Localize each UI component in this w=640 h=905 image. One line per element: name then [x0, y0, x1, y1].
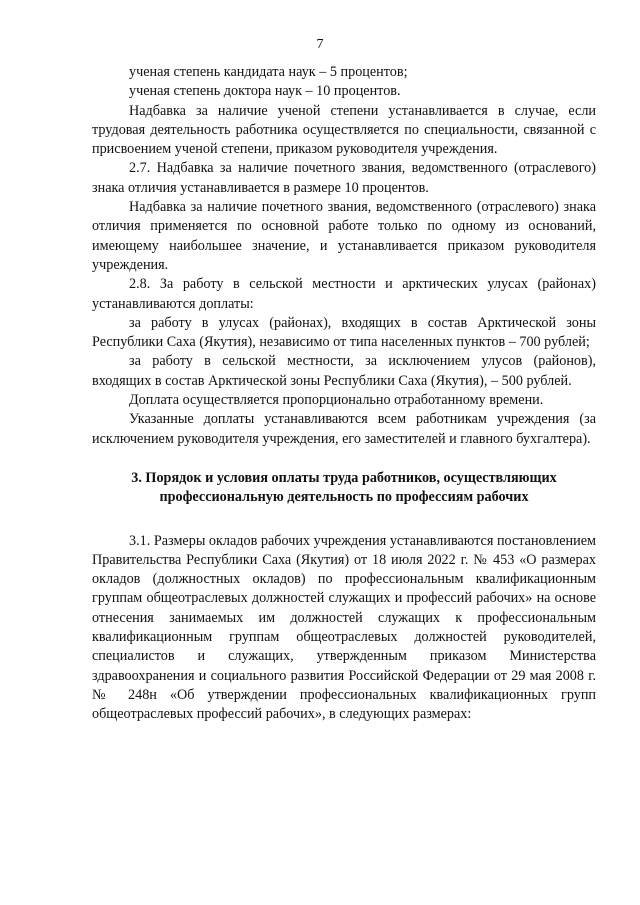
paragraph-2-8: 2.8. За работу в сельской местности и арктических улусах (районах) устанавливаются доплаты: — [92, 276, 596, 312]
paragraph-honorary-title-rule: Надбавка за наличие почетного звания, ведомственного (отраслевого) знака отличия применяется по основной работе только по одному из оснований, имеющему наибольшее значение, и устанавливается приказом руководителя учреждения. — [92, 199, 596, 273]
paragraph-proportional-payment: Доплата осуществляется пропорционально отработанному времени. — [129, 392, 544, 409]
paragraph-degree-bonus-condition: Надбавка за наличие ученой степени устанавливается в случае, если трудовая деятельность работника осуществляется по специальности, связанной с присвоением ученой степени, приказом руководителя учреждения. — [92, 102, 596, 158]
section-3-heading-line2: профессиональную деятельность по профессиям рабочих — [159, 489, 529, 506]
paragraph-allowance-recipients: Указанные доплаты устанавливаются всем работникам учреждения (за исключением руководителя учреждения, его заместителей и главного бухгалтера). — [92, 411, 596, 447]
paragraph-2-7: 2.7. Надбавка за наличие почетного звания, ведомственного (отраслевого) знака отличия устанавливается в размере 10 процентов. — [92, 160, 596, 196]
paragraph-rural-allowance: за работу в сельской местности, за исключением улусов (районов), входящих в состав Арктической зоны Республики Саха (Якутия), – 500 рублей. — [92, 353, 596, 389]
paragraph-doctor-degree: ученая степень доктора наук – 10 процентов. — [129, 83, 401, 100]
paragraph-3-1: 3.1. Размеры окладов рабочих учреждения устанавливаются постановлением Правительства Республики Саха (Якутия) от 18 июля 2022 г. № 453 «О размерах окладов (должностных окладов) по профессиональным квалификационным группам общеотраслевых должностей служащих и профессий рабочих» на основе отнесения занимаемых им должностей служащих к профессиональным квалификационным группам общеотраслевых должностей руководителей, специалистов и служащих, утвержденным приказом Министерства здравоохранения и социального развития Российской Федерации от 29 мая 2008 г. № 248н «Об утверждении профессиональных квалификационных групп общеотраслевых профессий рабочих», в следующих размерах: — [92, 532, 596, 723]
document-body — [92, 63, 596, 725]
section-3-heading-line1: 3. Порядок и условия оплаты труда работников, осуществляющих — [131, 469, 557, 486]
page-number: 7 — [316, 37, 324, 52]
section-3-heading — [92, 469, 596, 508]
paragraph-arctic-allowance: за работу в улусах (районах), входящих в состав Арктической зоны Республики Саха (Якутия), независимо от типа населенных пунктов – 700 рублей; — [92, 314, 596, 351]
paragraph-candidate-degree: ученая степень кандидата наук – 5 процентов; — [129, 64, 408, 80]
